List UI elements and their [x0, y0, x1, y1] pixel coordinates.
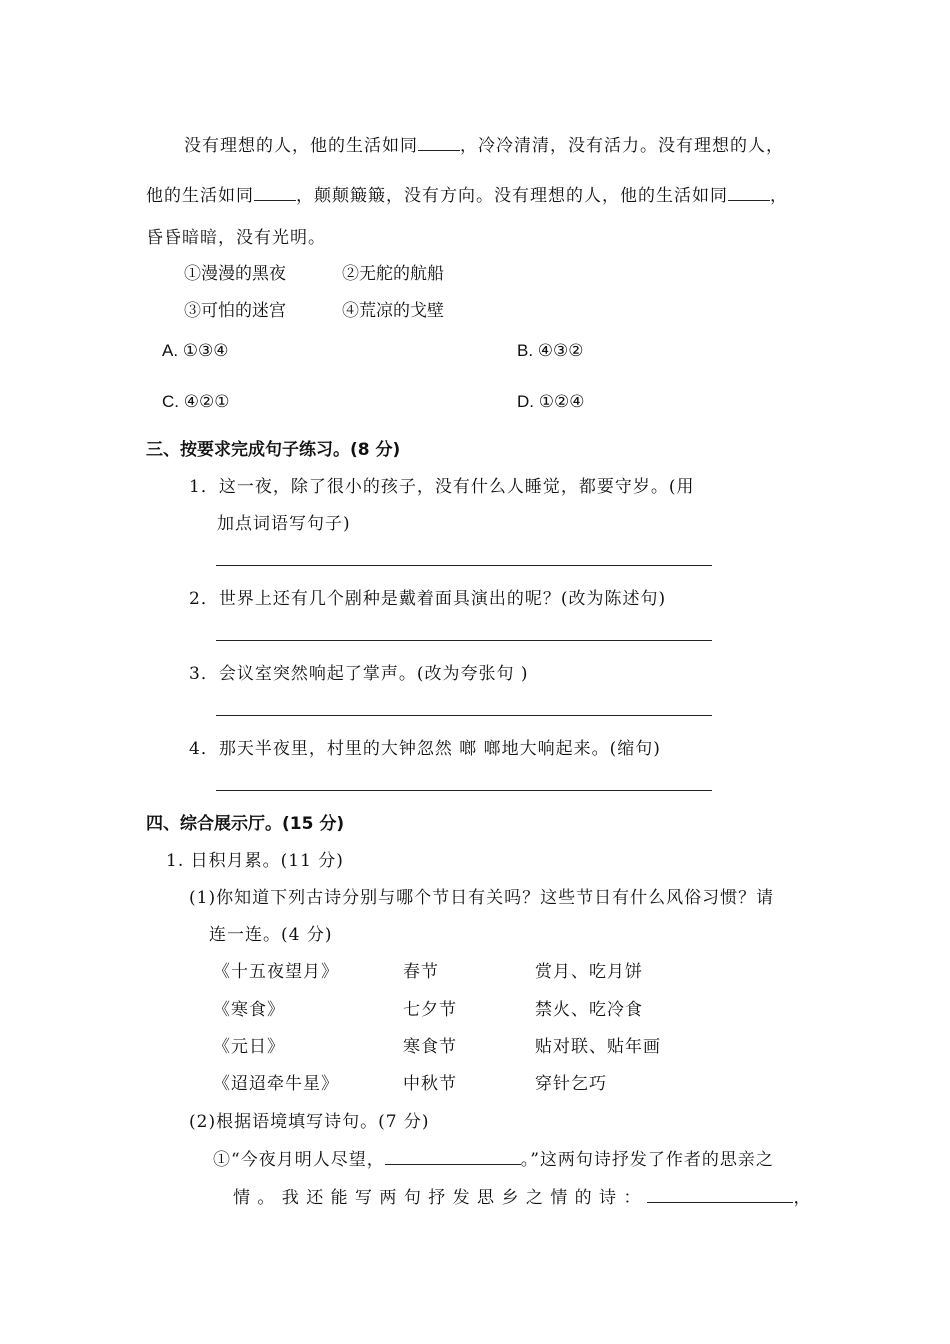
match-festival[interactable]: 中秋节 [403, 1074, 457, 1094]
match-custom[interactable]: 贴对联、贴年画 [535, 1037, 661, 1057]
blank[interactable] [254, 182, 296, 201]
answer-line-3[interactable] [216, 715, 712, 716]
poem-blank-2[interactable] [647, 1184, 793, 1203]
s3-question-3: 3．会议室突然响起了掌声。(改为夸张句 ) [189, 664, 529, 684]
s4-question-1-cont: 连一连。(4 分) [209, 925, 333, 945]
s3-question-2: 2．世界上还有几个剧种是戴着面具演出的呢？(改为陈述句) [189, 589, 667, 609]
answer-line-4[interactable] [216, 790, 712, 791]
s4-question-2: (2)根据语境填写诗句。(7 分) [189, 1112, 430, 1132]
choice-d[interactable]: D. ①②④ [517, 392, 585, 411]
section-3-title: 三、按要求完成句子练习。(8 分) [146, 440, 401, 460]
answer-line-2[interactable] [216, 640, 712, 641]
match-festival[interactable]: 寒食节 [403, 1037, 457, 1057]
item-2: ②无舵的航船 [342, 264, 444, 284]
s4-question-1: (1)你知道下列古诗分别与哪个节日有关吗？这些节日有什么风俗习惯？请 [189, 888, 775, 908]
blank[interactable] [728, 182, 770, 201]
poem-blank-1[interactable] [385, 1146, 521, 1165]
item-4: ④荒凉的戈壁 [342, 301, 444, 321]
choice-b[interactable]: B. ④③② [517, 341, 584, 360]
passage-text: ，冷冷清清，没有活力。没有理想的人， [460, 136, 784, 156]
s3-question-1-cont: 加点词语写句子) [217, 514, 351, 534]
match-poem[interactable]: 《十五夜望月》 [213, 962, 339, 982]
match-poem[interactable]: 《迢迢牵牛星》 [213, 1074, 339, 1094]
s4-sub-1: 1. 日积月累。(11 分) [166, 851, 344, 871]
item-3: ③可怕的迷宫 [184, 301, 286, 321]
s4-question-2-1 [213, 1145, 774, 1170]
match-festival[interactable]: 七夕节 [403, 1000, 457, 1020]
passage-line-1 [184, 131, 784, 156]
passage-text: ，颠颠簸簸，没有方向。没有理想的人，他的生活如同 [296, 186, 728, 206]
answer-line-1[interactable] [216, 565, 712, 566]
section-4-title: 四、综合展示厅。(15 分) [146, 814, 345, 834]
question-text: ①“今夜月明人尽望， [213, 1150, 385, 1170]
passage-line-3: 昏昏暗暗，没有光明。 [146, 228, 326, 248]
s4-question-2-1-cont [233, 1183, 811, 1208]
passage-line-2 [146, 181, 788, 206]
match-poem[interactable]: 《元日》 [213, 1037, 285, 1057]
match-poem[interactable]: 《寒食》 [213, 1000, 285, 1020]
match-custom[interactable]: 赏月、吃月饼 [535, 962, 643, 982]
passage-text: 他的生活如同 [146, 186, 254, 206]
match-custom[interactable]: 穿针乞巧 [535, 1074, 607, 1094]
s3-question-1: 1．这一夜，除了很小的孩子，没有什么人睡觉，都要守岁。(用 [189, 477, 695, 497]
choice-c[interactable]: C. ④②① [162, 392, 230, 411]
match-custom[interactable]: 禁火、吃冷食 [535, 1000, 643, 1020]
item-1: ①漫漫的黑夜 [184, 264, 286, 284]
s3-question-4: 4．那天半夜里，村里的大钟忽然 啷 啷地大响起来。(缩句) [189, 739, 661, 759]
passage-text: ， [770, 186, 788, 206]
question-text: 。”这两句诗抒发了作者的思亲之 [520, 1150, 774, 1170]
match-festival[interactable]: 春节 [403, 962, 439, 982]
question-text: ， [793, 1188, 812, 1208]
choice-a[interactable]: A. ①③④ [162, 341, 229, 360]
question-text: 情 。 我 还 能 写 两 句 抒 发 思 乡 之 情 的 诗 ： [233, 1188, 642, 1208]
passage-text: 没有理想的人，他的生活如同 [184, 136, 418, 156]
blank[interactable] [418, 132, 460, 151]
